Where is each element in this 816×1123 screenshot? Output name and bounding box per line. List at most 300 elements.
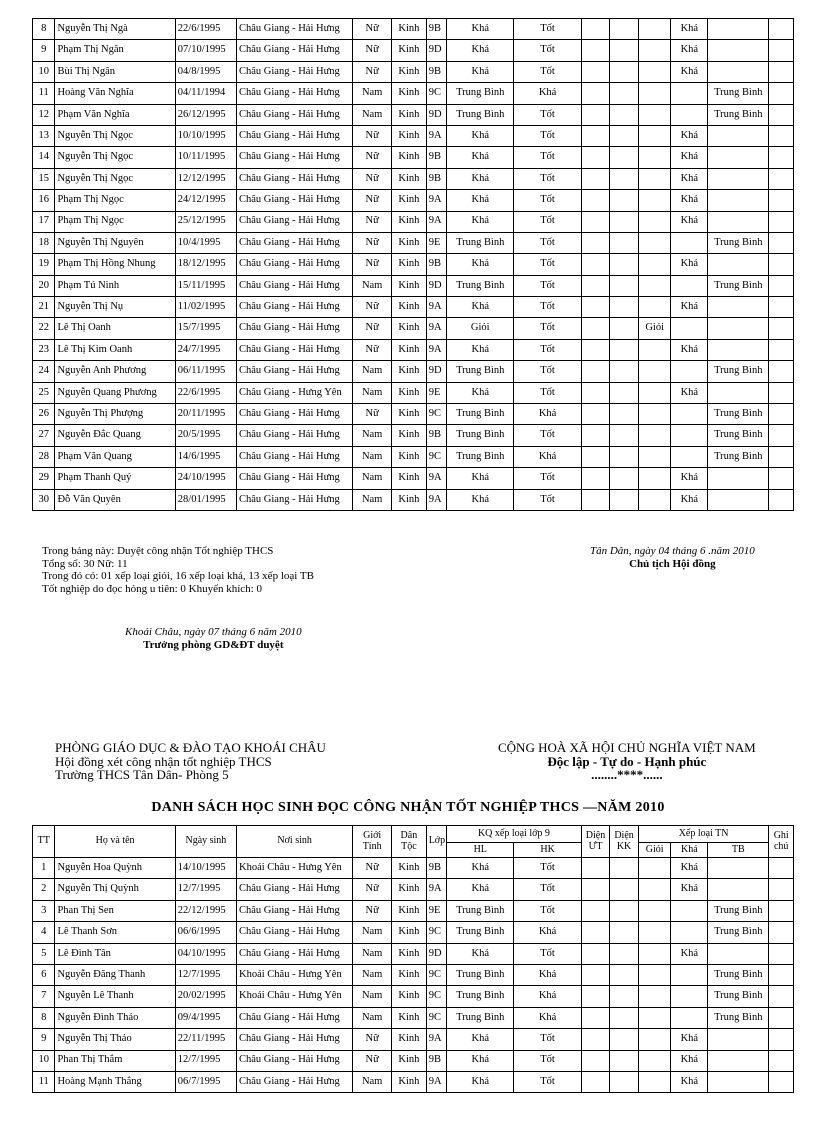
cell-dob: 18/12/1995 xyxy=(175,254,236,275)
cell-kha xyxy=(671,275,708,296)
cell-hk: Tốt xyxy=(514,468,581,489)
cell-tb xyxy=(708,211,769,232)
cell-tt: 16 xyxy=(33,190,55,211)
cell-tb xyxy=(708,382,769,403)
cell-name: Phạm Thị Ngọc xyxy=(55,190,175,211)
cell-tt: 10 xyxy=(33,61,55,82)
table-row xyxy=(33,361,794,382)
cell-gioi xyxy=(638,425,671,446)
cell-kha xyxy=(671,318,708,339)
cell-ethnicity: Kinh xyxy=(392,1071,427,1092)
cell-ut xyxy=(581,425,610,446)
cell-gender: Nam xyxy=(353,943,392,964)
cell-note xyxy=(769,1071,794,1092)
cell-kk xyxy=(610,275,639,296)
cell-tt: 28 xyxy=(33,446,55,467)
cell-gioi xyxy=(638,943,671,964)
cell-kk xyxy=(610,83,639,104)
cell-birthplace: Châu Giang - Hải Hưng xyxy=(237,318,353,339)
cell-ethnicity: Kinh xyxy=(392,83,427,104)
cell-hk: Tốt xyxy=(514,1050,581,1071)
cell-gender: Nữ xyxy=(353,168,392,189)
cell-birthplace: Châu Giang - Hải Hưng xyxy=(237,275,353,296)
table-row xyxy=(33,19,794,40)
student-table-bottom xyxy=(32,825,794,1093)
cell-hl: Khá xyxy=(447,1071,514,1092)
cell-gioi xyxy=(638,489,671,510)
cell-ethnicity: Kinh xyxy=(392,104,427,125)
table-row xyxy=(33,104,794,125)
table-row xyxy=(33,147,794,168)
cell-tb: Trung Bình xyxy=(708,275,769,296)
cell-ethnicity: Kinh xyxy=(392,382,427,403)
col-header-kk: Diện KK xyxy=(610,826,639,858)
cell-tt: 20 xyxy=(33,275,55,296)
cell-tb xyxy=(708,1050,769,1071)
cell-birthplace: Châu Giang - Hải Hưng xyxy=(237,61,353,82)
cell-name: Lê Thị Kim Oanh xyxy=(55,339,175,360)
cell-ethnicity: Kinh xyxy=(392,339,427,360)
cell-note xyxy=(769,922,794,943)
cell-hk: Tốt xyxy=(514,19,581,40)
cell-ut xyxy=(581,40,610,61)
cell-hl: Khá xyxy=(447,468,514,489)
col-header-kq-group: KQ xếp loại lớp 9 xyxy=(447,826,582,843)
cell-ut xyxy=(581,211,610,232)
cell-birthplace: Châu Giang - Hải Hưng xyxy=(237,879,353,900)
cell-tt: 18 xyxy=(33,232,55,253)
cell-kk xyxy=(610,1029,639,1050)
cell-tb xyxy=(708,19,769,40)
cell-note xyxy=(769,943,794,964)
cell-note xyxy=(769,19,794,40)
cell-name: Nguyễn Thị Ngọc xyxy=(55,168,175,189)
cell-class: 9D xyxy=(426,40,446,61)
table-row xyxy=(33,1029,794,1050)
cell-kha xyxy=(671,232,708,253)
cell-birthplace: Châu Giang - Hải Hưng xyxy=(237,900,353,921)
cell-ethnicity: Kinh xyxy=(392,425,427,446)
table-row xyxy=(33,339,794,360)
cell-gender: Nam xyxy=(353,922,392,943)
cell-note xyxy=(769,339,794,360)
table-row xyxy=(33,168,794,189)
cell-tt: 24 xyxy=(33,361,55,382)
cell-hl: Khá xyxy=(447,382,514,403)
cell-name: Nguyễn Thị Phượng xyxy=(55,404,175,425)
cell-kk xyxy=(610,879,639,900)
cell-birthplace: Châu Giang - Hải Hưng xyxy=(237,404,353,425)
cell-name: Lê Thanh Sơn xyxy=(55,922,175,943)
cell-dob: 11/02/1995 xyxy=(175,297,236,318)
cell-hk: Tốt xyxy=(514,858,581,879)
cell-ut xyxy=(581,125,610,146)
cell-name: Nguyễn Thị Ngà xyxy=(55,19,175,40)
cell-tb: Trung Bình xyxy=(708,900,769,921)
cell-dob: 04/11/1994 xyxy=(175,83,236,104)
cell-tt: 22 xyxy=(33,318,55,339)
cell-gender: Nam xyxy=(353,382,392,403)
cell-kha: Khá xyxy=(671,879,708,900)
cell-birthplace: Khoái Châu - Hưng Yên xyxy=(237,964,353,985)
col-header-ut: Diện ƯT xyxy=(581,826,610,858)
cell-hl: Trung Bình xyxy=(447,922,514,943)
cell-name: Nguyễn Quang Phương xyxy=(55,382,175,403)
cell-tt: 29 xyxy=(33,468,55,489)
cell-hk: Tốt xyxy=(514,339,581,360)
cell-gioi xyxy=(638,104,671,125)
cell-note xyxy=(769,211,794,232)
cell-gender: Nữ xyxy=(353,40,392,61)
cell-dob: 06/11/1995 xyxy=(175,361,236,382)
cell-note xyxy=(769,275,794,296)
cell-tt: 23 xyxy=(33,339,55,360)
table-row xyxy=(33,900,794,921)
cell-gioi xyxy=(638,19,671,40)
cell-class: 9E xyxy=(426,232,446,253)
cell-hl: Trung Bình xyxy=(447,404,514,425)
cell-hk: Tốt xyxy=(514,40,581,61)
table-row xyxy=(33,1007,794,1028)
cell-hk: Tốt xyxy=(514,318,581,339)
cell-tt: 15 xyxy=(33,168,55,189)
signature-right-role: Chủ tịch Hội đồng xyxy=(629,557,716,570)
cell-hl: Khá xyxy=(447,147,514,168)
cell-kha xyxy=(671,964,708,985)
cell-gender: Nữ xyxy=(353,190,392,211)
cell-class: 9C xyxy=(426,964,446,985)
cell-tb xyxy=(708,125,769,146)
cell-kk xyxy=(610,254,639,275)
cell-dob: 04/8/1995 xyxy=(175,61,236,82)
cell-birthplace: Châu Giang - Hải Hưng xyxy=(237,339,353,360)
cell-dob: 25/12/1995 xyxy=(175,211,236,232)
cell-ethnicity: Kinh xyxy=(392,468,427,489)
national-motto: Độc lập - Tự do - Hạnh phúc xyxy=(547,753,707,769)
cell-hk: Tốt xyxy=(514,168,581,189)
signature-left xyxy=(125,626,302,651)
cell-hk: Tốt xyxy=(514,489,581,510)
cell-kha: Khá xyxy=(671,858,708,879)
cell-note xyxy=(769,1007,794,1028)
cell-class: 9C xyxy=(426,83,446,104)
cell-ut xyxy=(581,190,610,211)
cell-dob: 24/12/1995 xyxy=(175,190,236,211)
cell-gioi xyxy=(638,900,671,921)
cell-hl: Trung Bình xyxy=(447,964,514,985)
cell-tb: Trung Bình xyxy=(708,361,769,382)
cell-note xyxy=(769,1050,794,1071)
cell-hk: Tốt xyxy=(514,232,581,253)
cell-gender: Nam xyxy=(353,964,392,985)
cell-gender: Nam xyxy=(353,489,392,510)
cell-hk: Khá xyxy=(514,922,581,943)
table-row xyxy=(33,190,794,211)
cell-birthplace: Châu Giang - Hải Hưng xyxy=(237,425,353,446)
cell-hl: Khá xyxy=(447,61,514,82)
cell-tt: 14 xyxy=(33,147,55,168)
cell-tt: 13 xyxy=(33,125,55,146)
cell-ut xyxy=(581,986,610,1007)
cell-dob: 22/11/1995 xyxy=(175,1029,236,1050)
table-row xyxy=(33,922,794,943)
cell-ut xyxy=(581,275,610,296)
col-header-tb: TB xyxy=(708,843,769,858)
cell-birthplace: Châu Giang - Hải Hưng xyxy=(237,254,353,275)
cell-birthplace: Châu Giang - Hải Hưng xyxy=(237,232,353,253)
cell-ethnicity: Kinh xyxy=(392,922,427,943)
cell-dob: 10/10/1995 xyxy=(175,125,236,146)
cell-dob: 26/12/1995 xyxy=(175,104,236,125)
cell-hk: Tốt xyxy=(514,382,581,403)
cell-kha xyxy=(671,361,708,382)
cell-hl: Khá xyxy=(447,1050,514,1071)
cell-gioi xyxy=(638,1029,671,1050)
student-table-bottom-body xyxy=(33,858,794,1093)
cell-gioi xyxy=(638,125,671,146)
cell-tt: 12 xyxy=(33,104,55,125)
cell-gender: Nữ xyxy=(353,404,392,425)
table-row xyxy=(33,943,794,964)
cell-kk xyxy=(610,125,639,146)
summary-line: Trong bảng này: Duyệt công nhận Tốt nghiệp THCS xyxy=(42,545,274,557)
cell-kha: Khá xyxy=(671,40,708,61)
cell-birthplace: Châu Giang - Hải Hưng xyxy=(237,147,353,168)
cell-name: Đỗ Văn Quyên xyxy=(55,489,175,510)
cell-birthplace: Châu Giang - Hải Hưng xyxy=(237,1007,353,1028)
cell-tb: Trung Bình xyxy=(708,922,769,943)
cell-kha xyxy=(671,1007,708,1028)
cell-note xyxy=(769,858,794,879)
cell-kk xyxy=(610,943,639,964)
cell-ethnicity: Kinh xyxy=(392,275,427,296)
cell-birthplace: Châu Giang - Hải Hưng xyxy=(237,297,353,318)
cell-ethnicity: Kinh xyxy=(392,1050,427,1071)
col-header-hk: HK xyxy=(514,843,581,858)
cell-hk: Khá xyxy=(514,986,581,1007)
cell-class: 9A xyxy=(426,489,446,510)
cell-kha: Khá xyxy=(671,125,708,146)
cell-hk: Khá xyxy=(514,964,581,985)
cell-birthplace: Châu Giang - Hải Hưng xyxy=(237,922,353,943)
cell-name: Nguyễn Thị Nguyên xyxy=(55,232,175,253)
cell-hl: Khá xyxy=(447,858,514,879)
cell-hk: Tốt xyxy=(514,61,581,82)
cell-dob: 24/10/1995 xyxy=(175,468,236,489)
cell-tt: 7 xyxy=(33,986,55,1007)
cell-kk xyxy=(610,425,639,446)
col-header-ethnicity: Dân Tộc xyxy=(392,826,427,858)
cell-ethnicity: Kinh xyxy=(392,40,427,61)
cell-kk xyxy=(610,964,639,985)
cell-hk: Tốt xyxy=(514,297,581,318)
cell-ethnicity: Kinh xyxy=(392,879,427,900)
cell-gender: Nam xyxy=(353,104,392,125)
cell-ethnicity: Kinh xyxy=(392,943,427,964)
cell-gender: Nữ xyxy=(353,297,392,318)
cell-gender: Nữ xyxy=(353,61,392,82)
cell-hk: Tốt xyxy=(514,879,581,900)
cell-kha: Khá xyxy=(671,211,708,232)
cell-gioi xyxy=(638,147,671,168)
cell-tb xyxy=(708,318,769,339)
cell-gioi xyxy=(638,83,671,104)
cell-hl: Khá xyxy=(447,297,514,318)
cell-kk xyxy=(610,446,639,467)
cell-kk xyxy=(610,318,639,339)
department-name: PHÒNG GIÁO DỤC & ĐÀO TẠO KHOÁI CHÂU xyxy=(55,740,326,755)
cell-kk xyxy=(610,61,639,82)
cell-kk xyxy=(610,40,639,61)
cell-kha xyxy=(671,83,708,104)
cell-birthplace: Châu Giang - Hải Hưng xyxy=(237,190,353,211)
table-row xyxy=(33,254,794,275)
cell-hl: Khá xyxy=(447,943,514,964)
cell-hl: Trung Bình xyxy=(447,446,514,467)
cell-birthplace: Châu Giang - Hải Hưng xyxy=(237,40,353,61)
cell-tb xyxy=(708,489,769,510)
cell-tb xyxy=(708,943,769,964)
cell-ethnicity: Kinh xyxy=(392,986,427,1007)
cell-kha: Khá xyxy=(671,297,708,318)
cell-tb: Trung Bình xyxy=(708,104,769,125)
summary-line: Tốt nghiệp do đọc hỏng u tiên: 0 Khuyến khích: 0 xyxy=(42,582,262,595)
cell-name: Lê Đình Tân xyxy=(55,943,175,964)
cell-hk: Tốt xyxy=(514,1071,581,1092)
cell-dob: 20/5/1995 xyxy=(175,425,236,446)
cell-kk xyxy=(610,986,639,1007)
cell-ut xyxy=(581,147,610,168)
cell-gender: Nữ xyxy=(353,211,392,232)
cell-ut xyxy=(581,83,610,104)
cell-dob: 15/7/1995 xyxy=(175,318,236,339)
cell-class: 9B xyxy=(426,425,446,446)
cell-birthplace: Châu Giang - Hải Hưng xyxy=(237,1050,353,1071)
cell-class: 9A xyxy=(426,125,446,146)
cell-kha xyxy=(671,446,708,467)
cell-note xyxy=(769,382,794,403)
cell-name: Phạm Thanh Quý xyxy=(55,468,175,489)
cell-hk: Tốt xyxy=(514,361,581,382)
cell-ethnicity: Kinh xyxy=(392,232,427,253)
cell-ut xyxy=(581,858,610,879)
cell-kk xyxy=(610,1050,639,1071)
cell-gioi xyxy=(638,40,671,61)
cell-name: Phan Thị Thắm xyxy=(55,1050,175,1071)
council-name: Hội đồng xét công nhận tốt nghiệp THCS xyxy=(55,753,272,769)
cell-ut xyxy=(581,404,610,425)
cell-ethnicity: Kinh xyxy=(392,297,427,318)
cell-kha: Khá xyxy=(671,1050,708,1071)
cell-kk xyxy=(610,900,639,921)
cell-class: 9D xyxy=(426,943,446,964)
cell-name: Nguyễn Đắc Quang xyxy=(55,425,175,446)
cell-tt: 2 xyxy=(33,879,55,900)
cell-tb xyxy=(708,168,769,189)
cell-tt: 17 xyxy=(33,211,55,232)
cell-class: 9C xyxy=(426,404,446,425)
cell-tt: 1 xyxy=(33,858,55,879)
cell-kha xyxy=(671,104,708,125)
cell-hl: Giỏi xyxy=(447,318,514,339)
motto-divider: ........****...... xyxy=(591,767,663,783)
cell-kha: Khá xyxy=(671,19,708,40)
cell-birthplace: Châu Giang - Hải Hưng xyxy=(237,1029,353,1050)
cell-kk xyxy=(610,211,639,232)
cell-note xyxy=(769,83,794,104)
cell-ut xyxy=(581,361,610,382)
cell-gender: Nam xyxy=(353,361,392,382)
cell-gender: Nữ xyxy=(353,125,392,146)
cell-kha xyxy=(671,922,708,943)
summary-block xyxy=(42,545,314,596)
cell-ut xyxy=(581,168,610,189)
cell-ut xyxy=(581,879,610,900)
cell-birthplace: Châu Giang - Hải Hưng xyxy=(237,943,353,964)
cell-birthplace: Khoái Châu - Hưng Yên xyxy=(237,986,353,1007)
cell-hl: Khá xyxy=(447,125,514,146)
cell-birthplace: Châu Giang - Hải Hưng xyxy=(237,104,353,125)
table-row xyxy=(33,468,794,489)
cell-note xyxy=(769,125,794,146)
table-row xyxy=(33,40,794,61)
table-row xyxy=(33,446,794,467)
cell-tb: Trung Bình xyxy=(708,232,769,253)
cell-class: 9D xyxy=(426,275,446,296)
cell-name: Phạm Tú Ninh xyxy=(55,275,175,296)
cell-hl: Khá xyxy=(447,879,514,900)
cell-note xyxy=(769,61,794,82)
col-header-class: Lớp xyxy=(426,826,446,858)
cell-tt: 8 xyxy=(33,19,55,40)
cell-ethnicity: Kinh xyxy=(392,318,427,339)
cell-hl: Khá xyxy=(447,190,514,211)
cell-hk: Tốt xyxy=(514,190,581,211)
cell-tb: Trung Bình xyxy=(708,1007,769,1028)
cell-gender: Nữ xyxy=(353,318,392,339)
cell-ut xyxy=(581,943,610,964)
cell-ut xyxy=(581,232,610,253)
cell-birthplace: Châu Giang - Hải Hưng xyxy=(237,1071,353,1092)
signature-right-date: Tân Dân, ngày 04 tháng 6 .năm 2010 xyxy=(590,545,755,557)
cell-tb xyxy=(708,40,769,61)
cell-hk: Tốt xyxy=(514,125,581,146)
col-header-birthplace: Nơi sinh xyxy=(237,826,353,858)
cell-dob: 14/10/1995 xyxy=(175,858,236,879)
page-title: DANH SÁCH HỌC SINH ĐỌC CÔNG NHẬN TỐT NGHIỆP THCS —NĂM 2010 xyxy=(151,800,665,815)
signature-left-role: Trưởng phòng GD&ĐT duyệt xyxy=(143,638,284,651)
cell-name: Bùi Thị Ngân xyxy=(55,61,175,82)
cell-dob: 12/7/1995 xyxy=(175,964,236,985)
cell-gioi xyxy=(638,297,671,318)
cell-name: Nguyễn Thị Nụ xyxy=(55,297,175,318)
col-header-gioi: Giỏi xyxy=(638,843,671,858)
cell-kha: Khá xyxy=(671,168,708,189)
cell-kk xyxy=(610,168,639,189)
cell-ethnicity: Kinh xyxy=(392,168,427,189)
cell-kha: Khá xyxy=(671,943,708,964)
table-row xyxy=(33,404,794,425)
cell-gender: Nữ xyxy=(353,879,392,900)
cell-birthplace: Châu Giang - Hải Hưng xyxy=(237,468,353,489)
col-header-kha: Khá xyxy=(671,843,708,858)
cell-gioi xyxy=(638,858,671,879)
cell-class: 9A xyxy=(426,297,446,318)
cell-name: Nguyễn Đăng Thanh xyxy=(55,964,175,985)
col-header-tt: TT xyxy=(33,826,55,858)
cell-ut xyxy=(581,382,610,403)
cell-ethnicity: Kinh xyxy=(392,900,427,921)
